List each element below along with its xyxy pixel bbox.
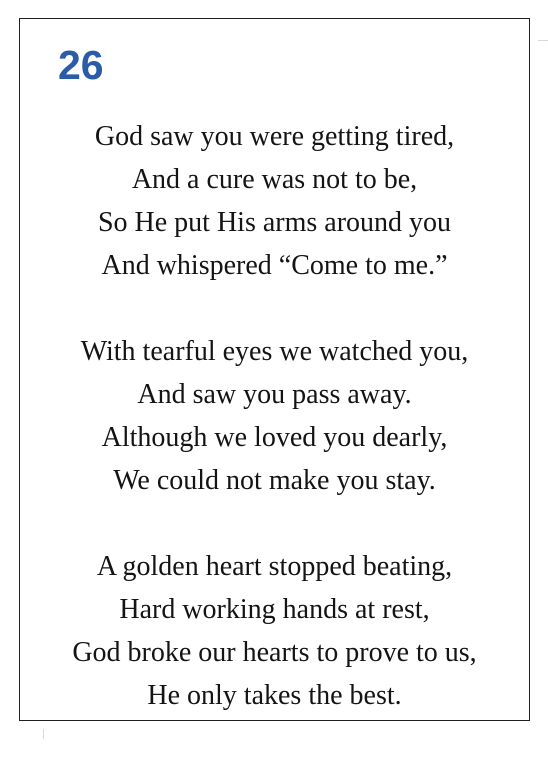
poem-line: He only takes the best. [147, 680, 402, 711]
poem-line: With tearful eyes we watched you, [80, 336, 469, 367]
poem-line: Although we loved you dearly, [101, 422, 448, 453]
poem-line: And saw you pass away. [137, 379, 412, 410]
poem-line: And whispered “Come to me.” [101, 250, 448, 281]
poem-line: Hard working hands at rest, [119, 594, 430, 625]
trim-mark [43, 729, 44, 739]
trim-mark [538, 40, 548, 41]
stanza-3 [20, 545, 529, 717]
poem [20, 115, 529, 760]
verse-card [19, 18, 530, 721]
poem-line: God saw you were getting tired, [94, 121, 455, 152]
verse-number: 26 [58, 42, 104, 88]
poem-line: God broke our hearts to prove to us, [72, 637, 477, 668]
poem-line: So He put His arms around you [97, 207, 452, 238]
stanza-1 [20, 115, 529, 287]
poem-line: And a cure was not to be, [131, 164, 418, 195]
poem-line: We could not make you stay. [113, 465, 436, 496]
stanza-2 [20, 330, 529, 502]
poem-line: A golden heart stopped beating, [96, 551, 453, 582]
